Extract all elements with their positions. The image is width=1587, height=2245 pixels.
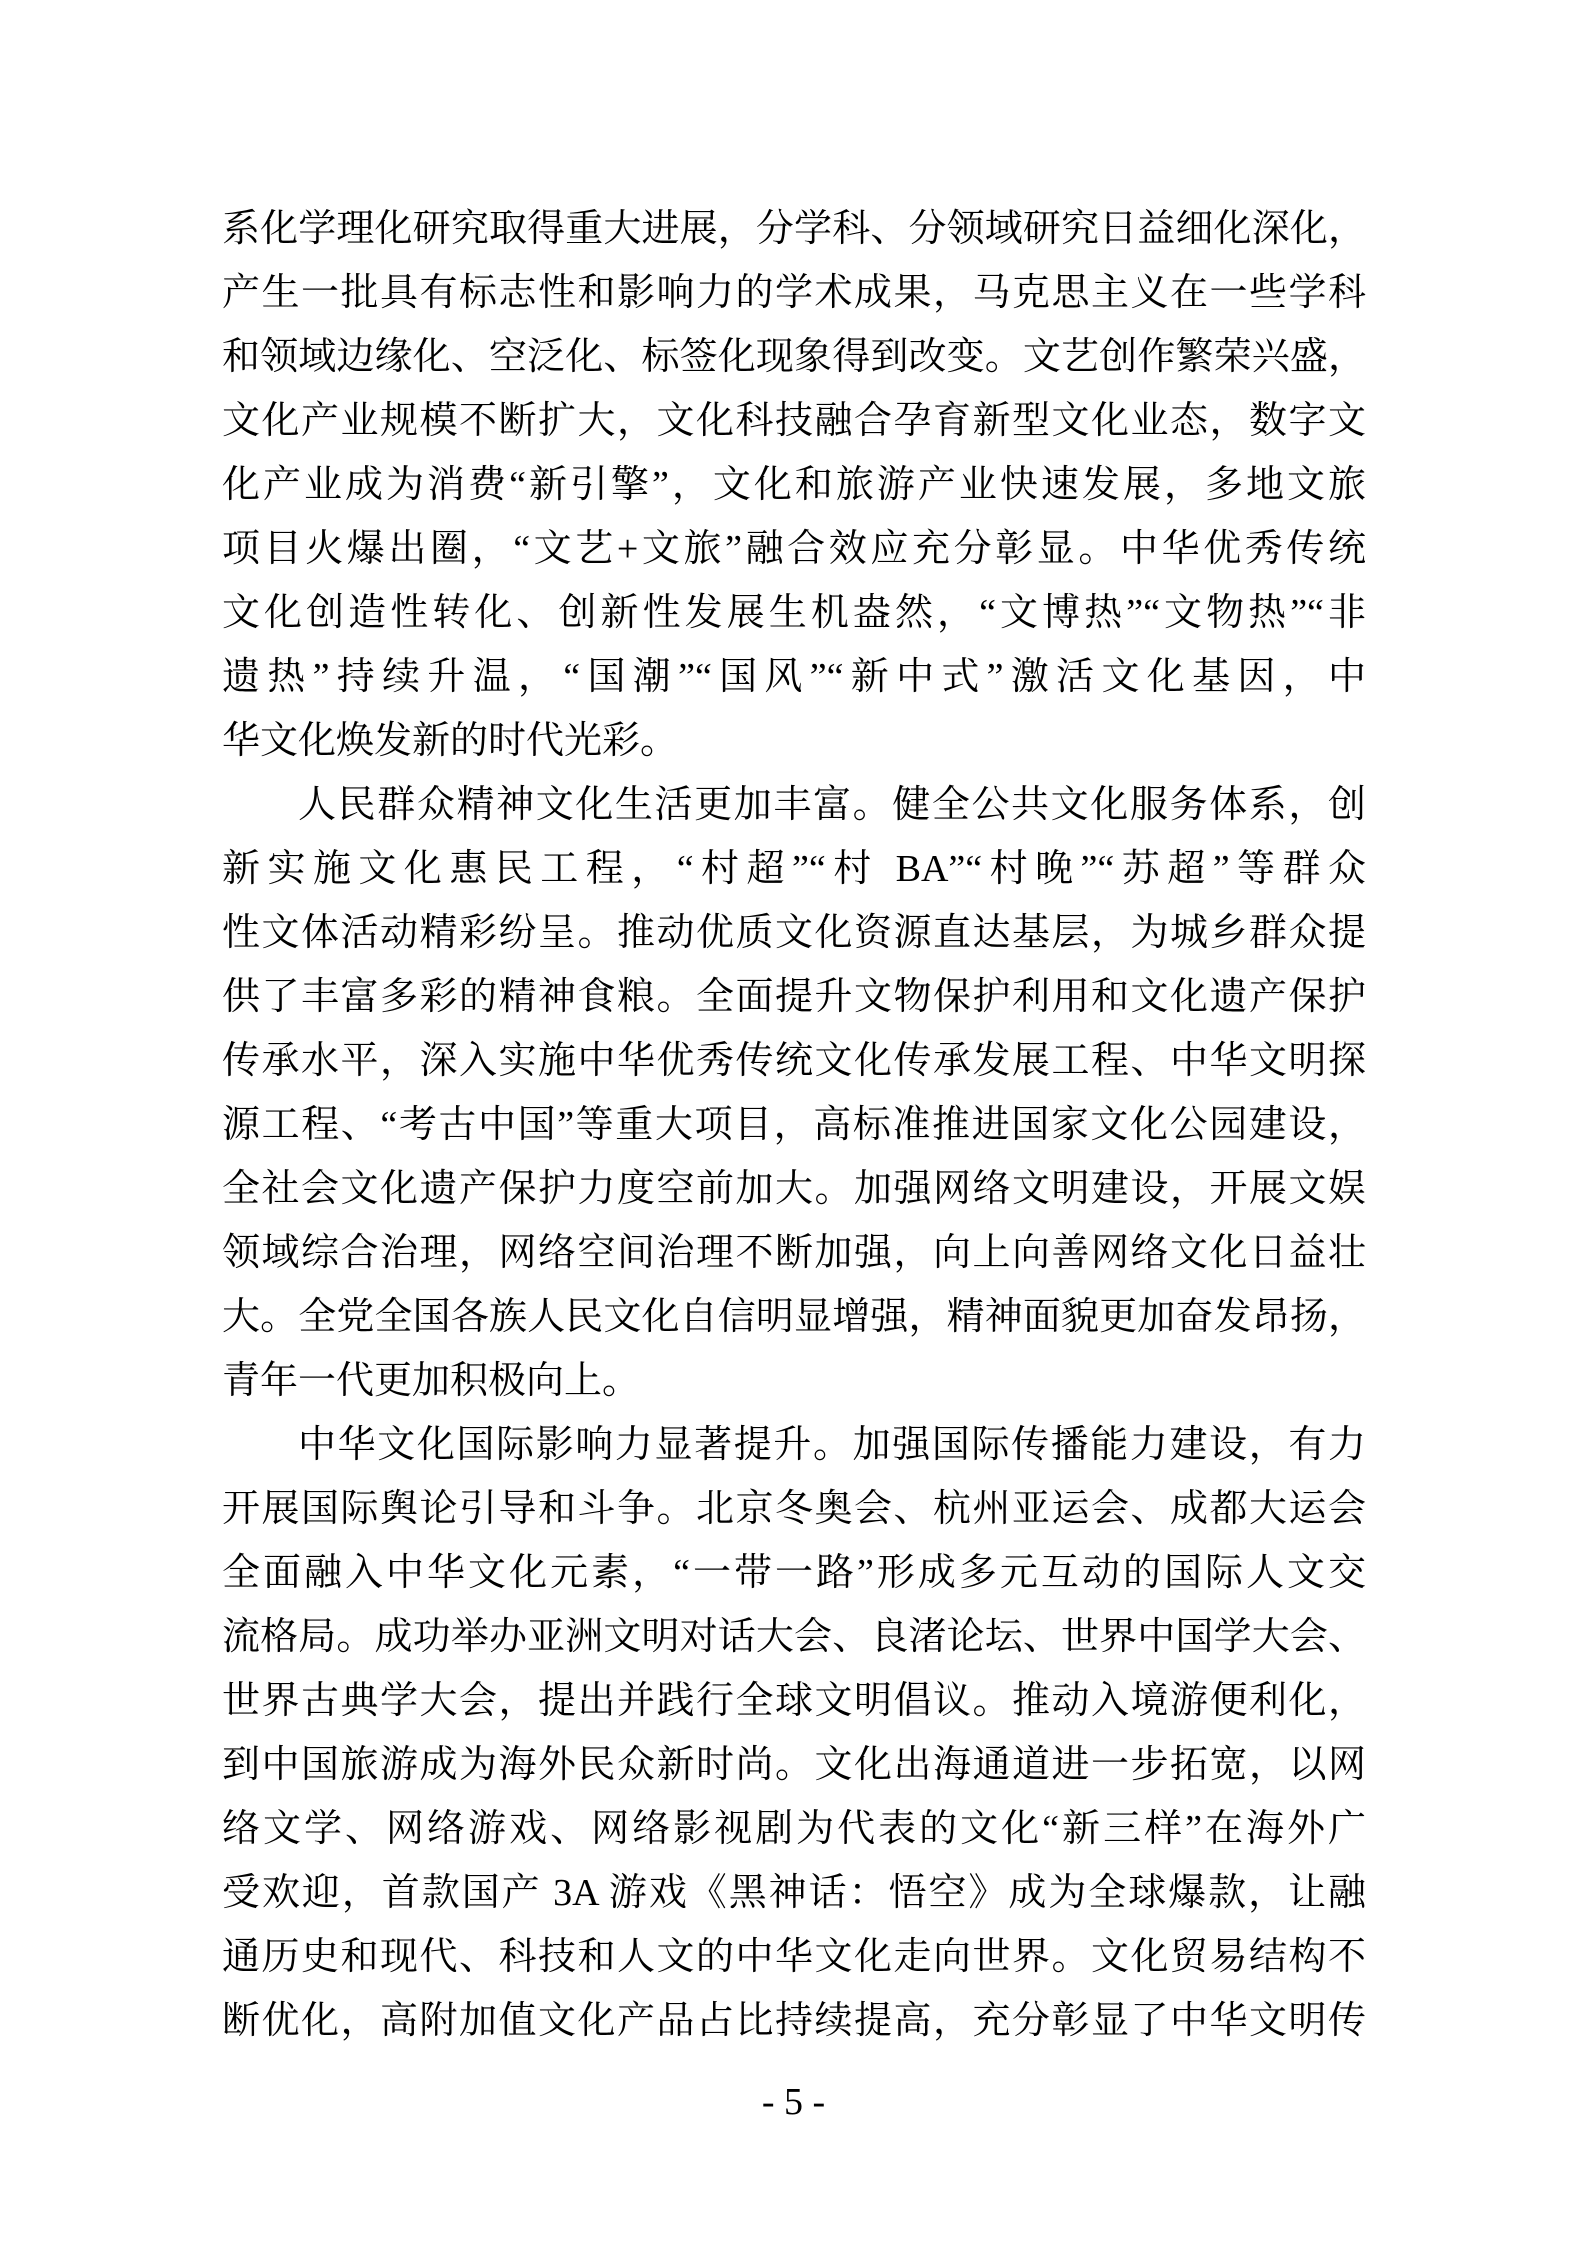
text-line: 全社会文化遗产保护力度空前加大。加强网络文明建设，开展文娱 <box>222 1168 1366 1210</box>
text-line: 源工程、“考古中国”等重大项目，高标准推进国家文化公园建设， <box>222 1104 1366 1146</box>
text-line: 性文体活动精彩纷呈。推动优质文化资源直达基层，为城乡群众提 <box>222 912 1366 954</box>
text-line: 世界古典学大会，提出并践行全球文明倡议。推动入境游便利化， <box>222 1680 1366 1722</box>
page-number: - 5 - <box>761 2081 826 2123</box>
text-line: 产生一批具有标志性和影响力的学术成果，马克思主义在一些学科 <box>222 272 1366 314</box>
text-line: 项目火爆出圈，“文艺+文旅”融合效应充分彰显。中华优秀传统 <box>222 528 1366 570</box>
text-line: 全面融入中华文化元素，“一带一路”形成多元互动的国际人文交 <box>222 1552 1366 1594</box>
text-line: 供了丰富多彩的精神食粮。全面提升文物保护利用和文化遗产保护 <box>222 976 1366 1018</box>
text-line: 遗热”持续升温，“国潮”“国风”“新中式”激活文化基因，中 <box>222 656 1366 698</box>
text-line: 络文学、网络游戏、网络影视剧为代表的文化“新三样”在海外广 <box>222 1808 1366 1850</box>
text-line: 文化创造性转化、创新性发展生机盎然，“文博热”“文物热”“非 <box>222 592 1366 634</box>
text-line: 断优化，高附加值文化产品占比持续提高，充分彰显了中华文明传 <box>222 2000 1366 2042</box>
text-line: 通历史和现代、科技和人文的中华文化走向世界。文化贸易结构不 <box>222 1936 1366 1978</box>
text-line: 新实施文化惠民工程，“村超”“村 BA”“村晚”“苏超”等群众 <box>222 848 1366 890</box>
text-line-paragraph-start: 人民群众精神文化生活更加丰富。健全公共文化服务体系，创 <box>298 784 1366 826</box>
text-line-paragraph-start: 中华文化国际影响力显著提升。加强国际传播能力建设，有力 <box>298 1424 1366 1466</box>
text-line-paragraph-end: 华文化焕发新的时代光彩。 <box>222 720 679 762</box>
text-line: 化产业成为消费“新引擎”，文化和旅游产业快速发展，多地文旅 <box>222 464 1366 506</box>
document-body <box>222 197 1366 2053</box>
text-line: 开展国际舆论引导和斗争。北京冬奥会、杭州亚运会、成都大运会 <box>222 1488 1366 1530</box>
text-line: 文化产业规模不断扩大，文化科技融合孕育新型文化业态，数字文 <box>222 400 1366 442</box>
text-line-paragraph-end: 青年一代更加积极向上。 <box>222 1360 641 1402</box>
text-line: 传承水平，深入实施中华优秀传统文化传承发展工程、中华文明探 <box>222 1040 1366 1082</box>
text-line: 大。全党全国各族人民文化自信明显增强，精神面貌更加奋发昂扬， <box>222 1296 1366 1338</box>
text-line: 领域综合治理，网络空间治理不断加强，向上向善网络文化日益壮 <box>222 1232 1366 1274</box>
text-line: 受欢迎，首款国产 3A 游戏《黑神话：悟空》成为全球爆款，让融 <box>222 1872 1366 1914</box>
text-line: 到中国旅游成为海外民众新时尚。文化出海通道进一步拓宽，以网 <box>222 1744 1366 1786</box>
text-line: 和领域边缘化、空泛化、标签化现象得到改变。文艺创作繁荣兴盛， <box>222 336 1366 378</box>
text-line: 流格局。成功举办亚洲文明对话大会、良渚论坛、世界中国学大会、 <box>222 1616 1366 1658</box>
text-line: 系化学理化研究取得重大进展，分学科、分领域研究日益细化深化， <box>222 208 1366 250</box>
